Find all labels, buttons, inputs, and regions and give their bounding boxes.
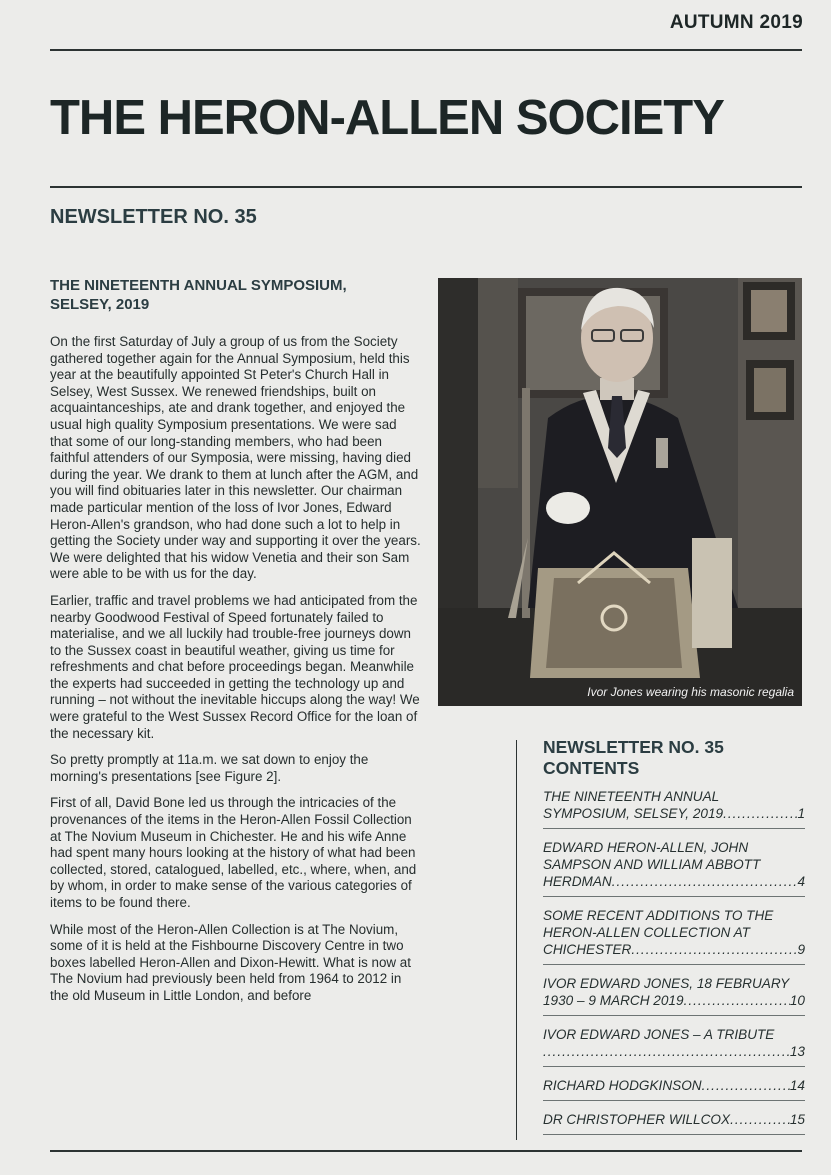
contents-heading-line: CONTENTS <box>543 758 640 778</box>
contents-entry[interactable] <box>543 1075 805 1101</box>
contents-entry-text: CHICHESTER <box>543 942 632 957</box>
dot-leader <box>543 1043 790 1060</box>
contents-entry-text: 1930 – 9 MARCH 2019 <box>543 993 684 1008</box>
article-paragraph: First of all, David Bone led us through the intricacies of the provenances of the items in the Heron-Allen Fossil Collection at The Novium Museum in Chichester. He and his wife Anne had spent many hours looking at the history of what had been collected, stored, catalogued, labelled, etc., where, when, and by whom, in order to make sense of the various categories of items to be found there. <box>50 795 417 910</box>
article-paragraph: While most of the Heron-Allen Collection is at The Novium, some of it is held at the Fishbourne Discovery Centre in two boxes labelled Heron-Allen and Dixon-Hewitt. What is now at The Novium had previously been held from 1964 to 2012 in the old Museum in Little London, and before <box>50 921 411 1003</box>
newsletter-number: NEWSLETTER NO. 35 <box>50 206 257 228</box>
contents-page-number: 10 <box>789 993 805 1008</box>
contents-entry-text: EDWARD HERON-ALLEN, JOHN <box>543 840 749 855</box>
dot-leader <box>612 873 798 890</box>
portrait-photo <box>438 278 802 706</box>
contents-entry-leader <box>543 1077 805 1094</box>
article-paragraph: On the first Saturday of July a group of us from the Society gathered together again for the Annual Symposium, held this year at the beautifully appointed St Peter's Church Hall in Selsey, West Sussex. We renewed friendships, built on acquaintanceships, ate and drank together, and enjoyed the usual high quality Symposium presentations. We were sad that some of our long-standing members, who had been faithful attenders of our Symposia, were missing, having died during the year. We drank to them at lunch after the AGM, and you will find obituaries later in this newsletter. Our chairman made particular mention of the loss of Ivor Jones, Edward Heron-Allen's grandson, who had done such a lot to help in getting the Society under way and supporting it over the years. We were delighted that his widow Venetia and their son Sam were able to be with us for the day. <box>50 334 421 582</box>
article-paragraph: So pretty promptly at 11a.m. we sat down to enjoy the morning's presentations [see Figure 2]. <box>50 752 369 784</box>
contents-page-number: 15 <box>789 1112 805 1127</box>
contents-page-number: 4 <box>797 874 805 889</box>
contents-entry-leader <box>543 941 805 958</box>
contents-entry-leader <box>543 1111 805 1128</box>
contents-entry[interactable] <box>543 1109 805 1135</box>
article-body <box>50 334 422 1015</box>
contents-entry-text: IVOR EDWARD JONES – A TRIBUTE <box>543 1027 775 1042</box>
contents-heading-line: NEWSLETTER NO. 35 <box>543 737 724 757</box>
contents-entry-leader <box>543 992 805 1009</box>
bottom-rule <box>50 1150 802 1152</box>
contents-list <box>543 786 805 1143</box>
dot-leader <box>702 1077 790 1094</box>
dot-leader <box>631 941 797 958</box>
society-title: THE HERON-ALLEN SOCIETY <box>50 91 724 145</box>
top-rule <box>50 49 802 51</box>
contents-entry-text: HERDMAN <box>543 874 612 889</box>
title-rule <box>50 186 802 188</box>
photo-caption: Ivor Jones wearing his masonic regalia <box>587 685 794 699</box>
portrait-illustration <box>438 278 802 706</box>
contents-entry-leader <box>543 873 805 890</box>
contents-page-number: 1 <box>797 806 805 821</box>
dot-leader <box>730 1111 790 1128</box>
dot-leader <box>684 992 790 1009</box>
contents-entry-text: HERON-ALLEN COLLECTION AT <box>543 925 750 940</box>
contents-entry-text: SAMPSON AND WILLIAM ABBOTT <box>543 857 761 872</box>
contents-divider <box>516 740 517 1140</box>
contents-page-number: 14 <box>789 1078 805 1093</box>
dot-leader <box>723 805 797 822</box>
contents-entry-text: RICHARD HODGKINSON <box>543 1078 702 1093</box>
contents-entry-text: THE NINETEENTH ANNUAL <box>543 789 720 804</box>
contents-entry-text: SYMPOSIUM, SELSEY, 2019 <box>543 806 724 821</box>
article-title-line: THE NINETEENTH ANNUAL SYMPOSIUM, <box>50 277 347 294</box>
contents-page-number: 9 <box>797 942 805 957</box>
contents-entry-leader <box>543 1043 805 1060</box>
issue-season: AUTUMN 2019 <box>669 12 803 33</box>
contents-page-number: 13 <box>789 1044 805 1059</box>
article-title-line: SELSEY, 2019 <box>50 296 150 313</box>
contents-entry[interactable] <box>543 786 805 829</box>
contents-entry[interactable] <box>543 905 805 965</box>
contents-entry-text: IVOR EDWARD JONES, 18 FEBRUARY <box>543 976 790 991</box>
contents-entry[interactable] <box>543 973 805 1016</box>
article-paragraph: Earlier, traffic and travel problems we had anticipated from the nearby Goodwood Festival of Speed fortunately failed to materialise, and we all luckily had trouble-free journeys down to the Sussex coast in beautiful weather, giving us time for refreshments and chat before proceedings began. Meanwhile the experts had succeeded in getting the technology up and running – not without the inevitable hiccups along the way! We were grateful to the West Sussex Record Office for the loan of the necessary kit. <box>50 592 420 741</box>
contents-heading <box>543 737 803 779</box>
contents-entry-text: SOME RECENT ADDITIONS TO THE <box>543 908 774 923</box>
article-title <box>50 276 410 314</box>
contents-entry[interactable] <box>543 1024 805 1067</box>
contents-entry-leader <box>543 805 805 822</box>
contents-entry[interactable] <box>543 837 805 897</box>
contents-entry-text: DR CHRISTOPHER WILLCOX <box>543 1112 731 1127</box>
